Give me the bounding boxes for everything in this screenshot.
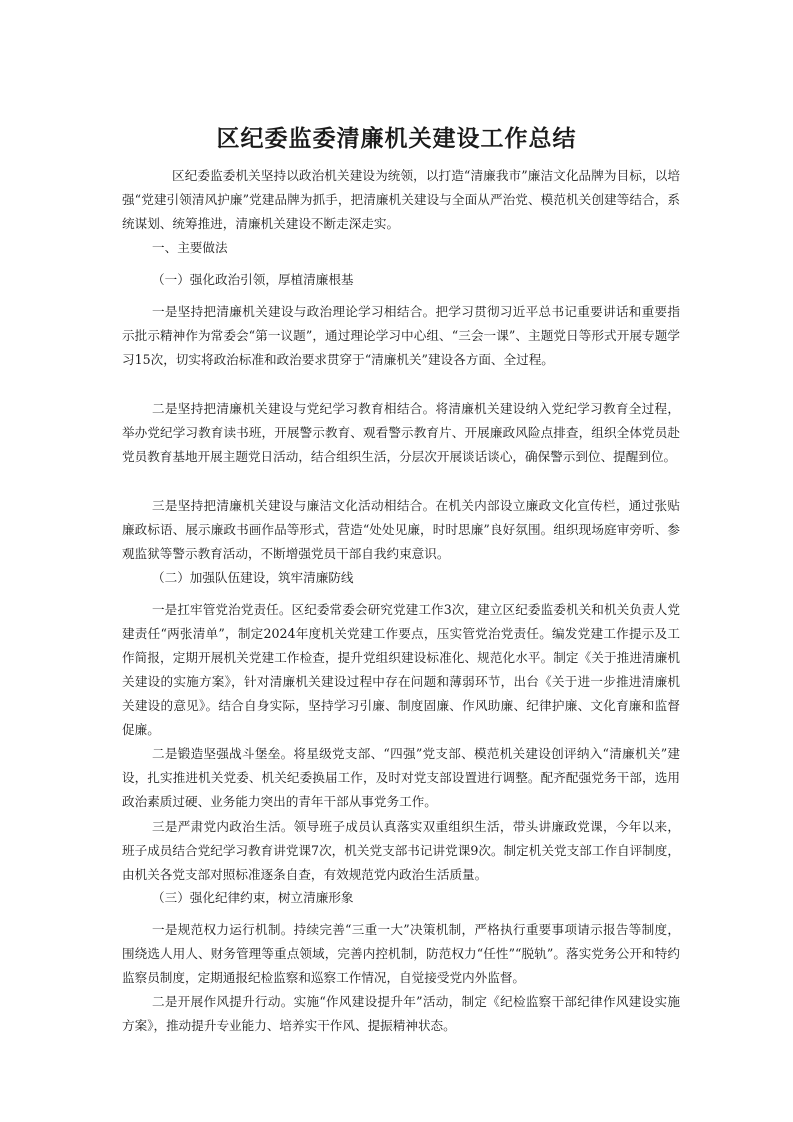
- section-heading-main-practices: 一、主要做法: [152, 240, 228, 255]
- paragraph-2-3: 三是严肃党内政治生活。领导班子成员认真落实双重组织生活，带头讲廉政党课，今年以来，班子成员结合党纪学习教育讲党课7次，机关党支部书记讲党课9次。制定机关党支部工作自评制度，由机关各党支部对照标准逐条自查，有效规范党内政治生活质量。: [122, 819, 680, 882]
- paragraph-1-2: 二是坚持把清廉机关建设与党纪学习教育相结合。将清廉机关建设纳入党纪学习教育全过程，举办党纪学习教育读书班，开展警示教育、观看警示教育片、开展廉政风险点排查，组织全体党员赴党员教育基地开展主题党日活动，结合组织生活，分层次开展谈话谈心，确保警示到位、提醒到位。: [122, 401, 680, 464]
- intro-paragraph: 区纪委监委机关坚持以政治机关建设为统领，以打造“清廉我市”廉洁文化品牌为目标，以培强“党建引领清风护廉”党建品牌为抓手，把清廉机关建设与全面从严治党、模范机关创建等结合，系统谋划、统筹推进，清廉机关建设不断走深走实。: [122, 168, 680, 231]
- subsection-heading-3: （三）强化纪律约束，树立清廉形象: [152, 890, 354, 905]
- paragraph-1-1: 一是坚持把清廉机关建设与政治理论学习相结合。把学习贯彻习近平总书记重要讲话和重要指示批示精神作为常委会“第一议题”，通过理论学习中心组、“三会一课”、主题党日等形式开展专题学习15次，切实将政治标准和政治要求贯穿于“清廉机关”建设各方面、全过程。: [122, 304, 680, 367]
- subsection-heading-2: （二）加强队伍建设，筑牢清廉防线: [152, 570, 354, 585]
- subsection-heading-1: （一）强化政治引领，厚植清廉根基: [152, 272, 354, 287]
- paragraph-3-2: 二是开展作风提升行动。实施“作风建设提升年”活动，制定《纪检监察干部纪律作风建设实施方案》，推动提升专业能力、培养实干作风、提振精神状态。: [122, 994, 680, 1033]
- paragraph-1-3: 三是坚持把清廉机关建设与廉洁文化活动相结合。在机关内部设立廉政文化宣传栏，通过张贴廉政标语、展示廉政书画作品等形式，营造“处处见廉，时时思廉”良好氛围。组织现场庭审旁听、参观监狱等警示教育活动，不断增强党员干部自我约束意识。: [122, 498, 680, 561]
- document-title: 区纪委监委清廉机关建设工作总结: [216, 125, 577, 152]
- paragraph-2-2: 二是锻造坚强战斗堡垒。将星级党支部、“四强”党支部、模范机关建设创评纳入“清廉机关”建设，扎实推进机关党委、机关纪委换届工作，及时对党支部设置进行调整。配齐配强党务干部，选用政治素质过硬、业务能力突出的青年干部从事党务工作。: [122, 746, 680, 809]
- paragraph-3-1: 一是规范权力运行机制。持续完善“三重一大”决策机制，严格执行重要事项请示报告等制度，围绕选人用人、财务管理等重点领域，完善内控机制，防范权力“任性”“脱轨”。落实党务公开和特约监察员制度，定期通报纪检监察和巡察工作情况，自觉接受党内外监督。: [122, 922, 680, 985]
- paragraph-2-1: 一是扛牢管党治党责任。区纪委常委会研究党建工作3次，建立区纪委监委机关和机关负责人党建责任“两张清单”，制定2024年度机关党建工作要点，压实管党治党责任。编发党建工作提示及工作简报，定期开展机关党建工作检查，提升党组织建设标准化、规范化水平。制定《关于推进清廉机关建设的实施方案》，针对清廉机关建设过程中存在问题和薄弱环节，出台《关于进一步推进清廉机关建设的意见》。结合自身实际，坚持学习引廉、制度固廉、作风助廉、纪律护廉、文化育廉和监督促廉。: [122, 602, 680, 737]
